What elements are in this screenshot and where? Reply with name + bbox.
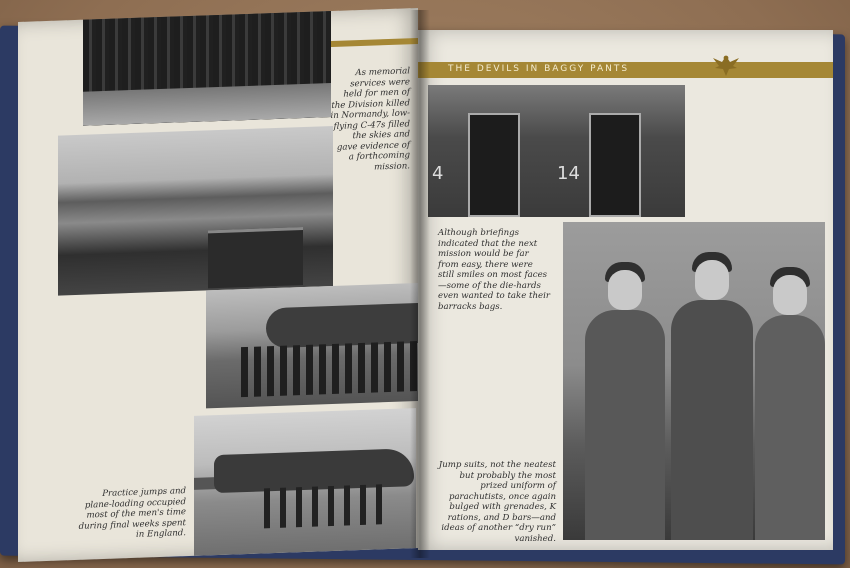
plane-door (468, 113, 520, 217)
photo-plane-ground (194, 408, 416, 556)
right-page (418, 30, 833, 550)
header-band-left (318, 38, 418, 47)
paratrooper-left (585, 310, 665, 540)
caption-briefings: Although briefings indicated that the next mission would be far from easy, there were still smiles on most faces—some of the die-hards even wanted to take their barracks bags. (438, 228, 550, 312)
paratrooper-line (241, 341, 418, 397)
photo-door-right (553, 85, 685, 217)
fuselage-number: 4 (432, 163, 444, 184)
book-spine-shadow (410, 10, 430, 558)
caption-jumpsuits: Jump suits, not the neatest but probably the most prized uniform of parachutists, once again bulged with grenades, K rations, and D bars—and ideas of another “dry run” vanished. (438, 460, 556, 544)
caption-practice: Practice jumps and plane-loading occupied most of the men's time during final weeks spent in England. (78, 486, 186, 540)
eagle-icon (711, 52, 741, 78)
photo-plane-loading (206, 283, 418, 408)
paratrooper-right (755, 315, 825, 540)
photo-airfield-tent (58, 126, 333, 296)
left-page (18, 8, 418, 562)
photo-jump-suits (563, 222, 825, 540)
face (773, 275, 807, 315)
running-header: THE DEVILS IN BAGGY PANTS (448, 64, 630, 74)
photo-door-left (428, 85, 554, 217)
caption-memorial: As memorial services were held for men of the Division killed in Normandy, low-flying C-47s filled the skies and gave evidence of a forthcoming mission. (330, 66, 410, 173)
paratrooper-group (264, 484, 384, 528)
header-band (418, 62, 833, 78)
photo-troop-formation (83, 8, 331, 126)
fuselage-number: 14 (557, 163, 580, 184)
tent (208, 227, 303, 288)
paratrooper-center (671, 300, 753, 540)
plane-door (589, 113, 641, 217)
face (608, 270, 642, 310)
face (695, 260, 729, 300)
